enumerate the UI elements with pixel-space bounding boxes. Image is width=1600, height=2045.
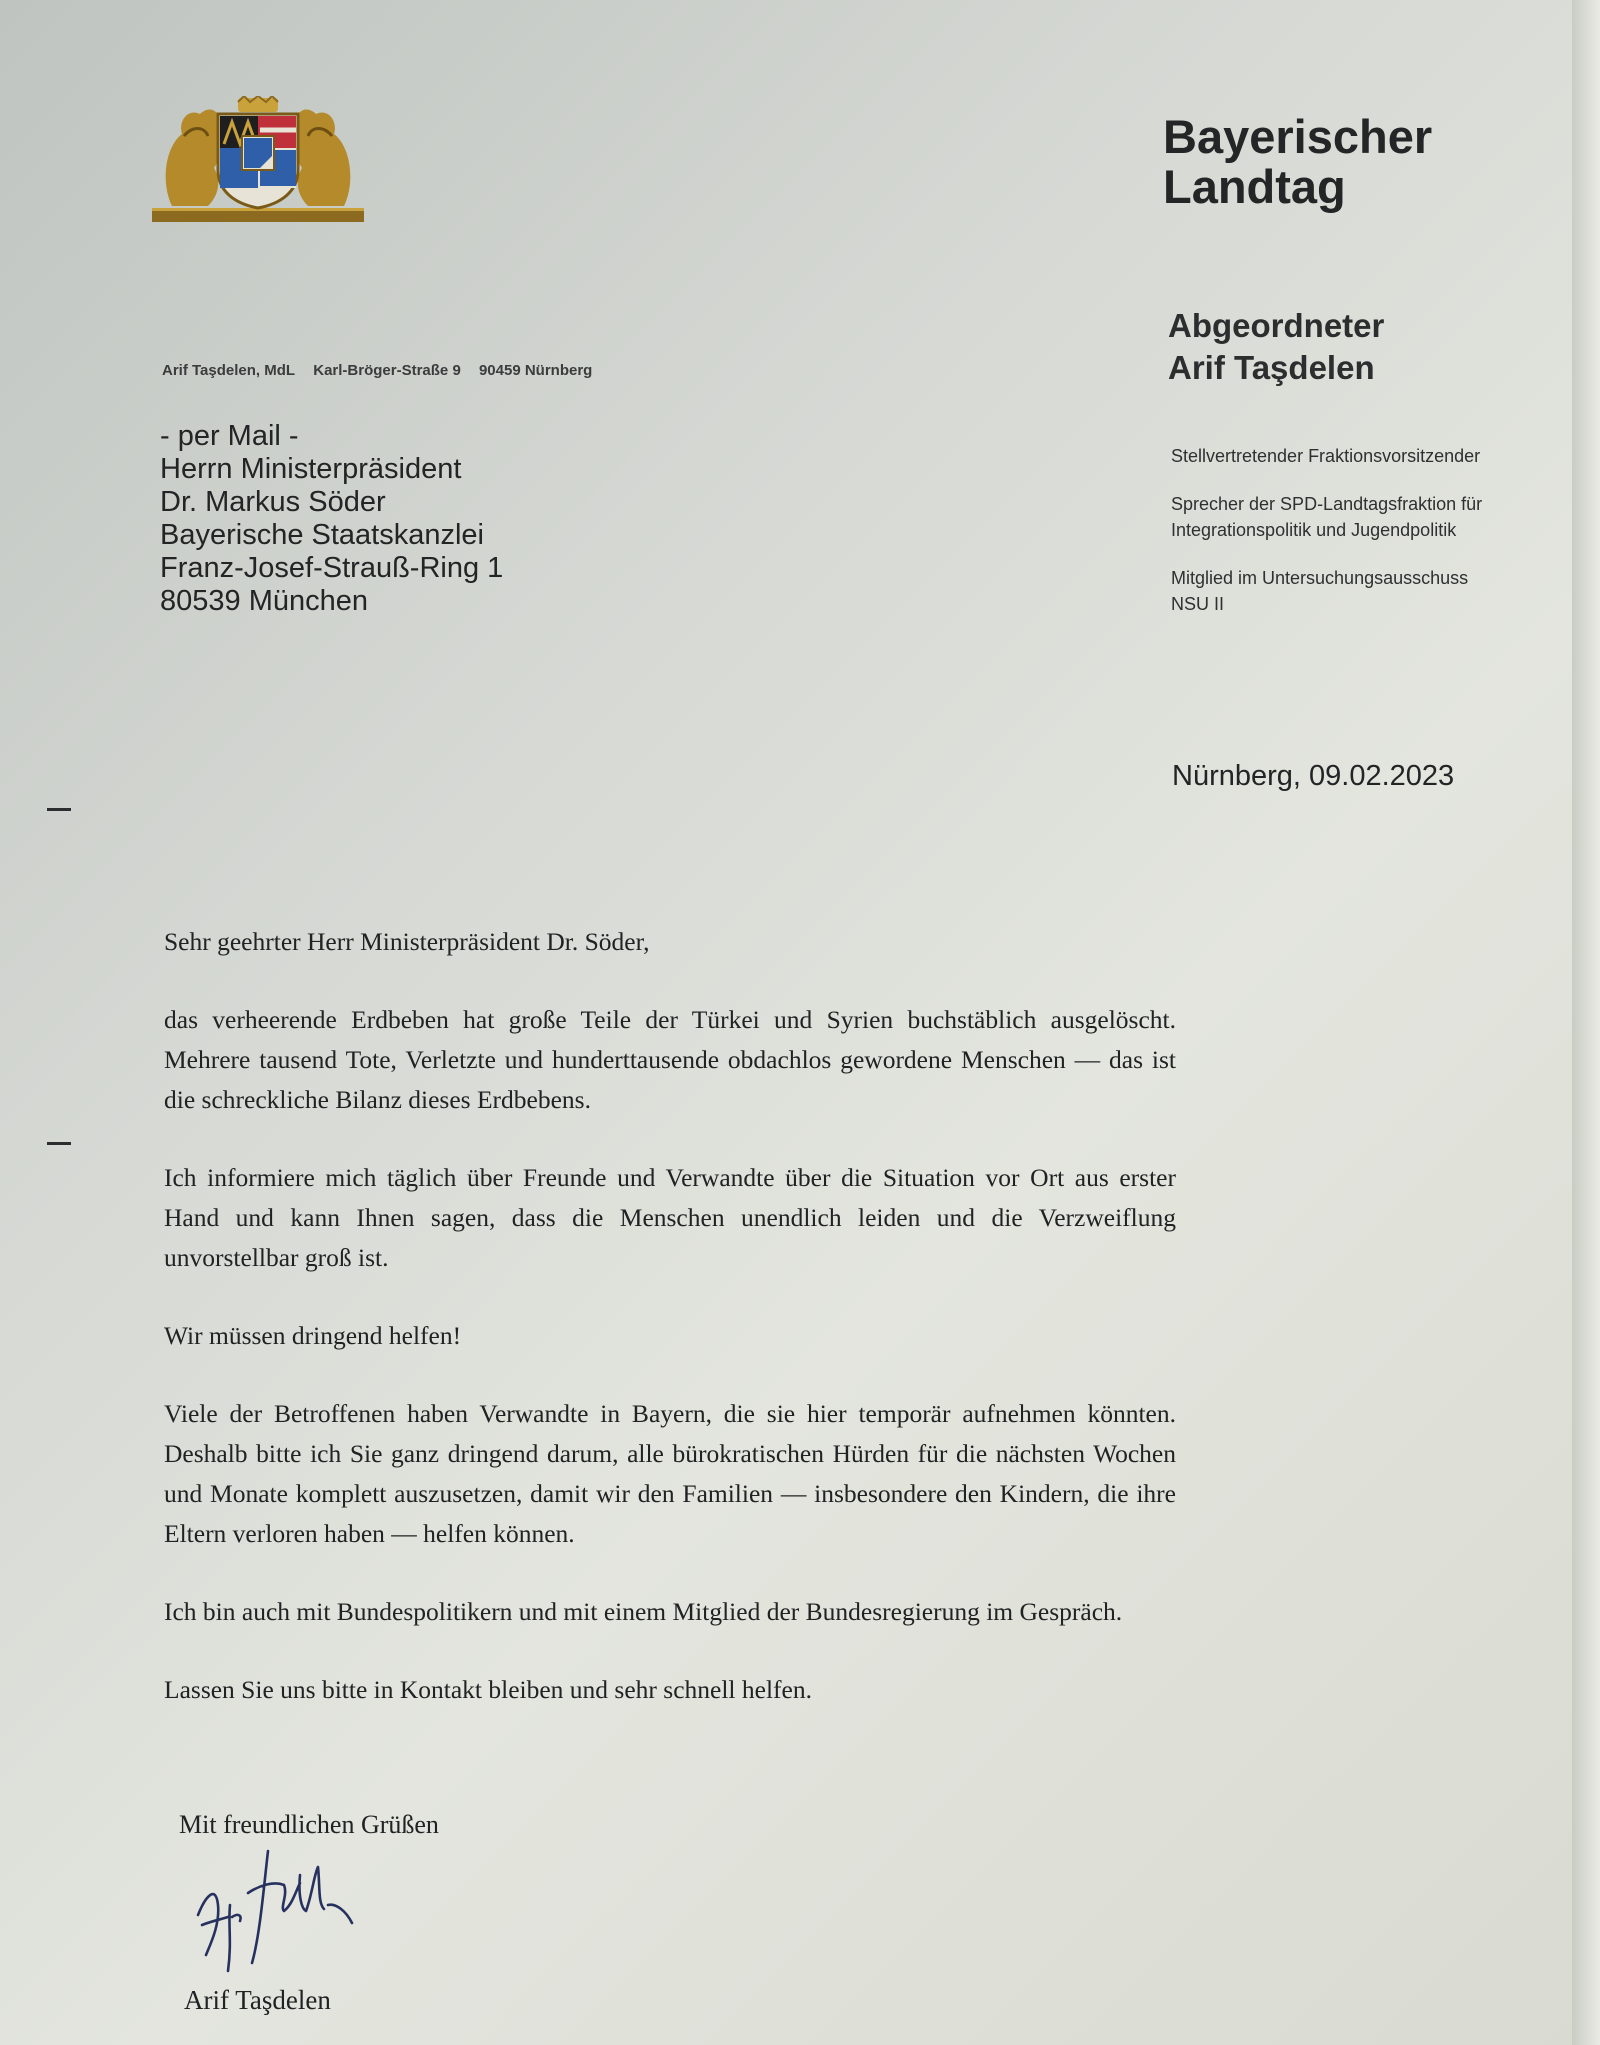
sender-name: Arif Taşdelen, MdL (162, 362, 296, 379)
recipient-line: Dr. Markus Söder (160, 486, 386, 518)
member-heading (1168, 305, 1384, 389)
paper-edge (1572, 0, 1600, 2045)
institution-line-2: Landtag (1163, 160, 1346, 213)
letter-date: Nürnberg, 09.02.2023 (1172, 760, 1455, 792)
role-text: Mitglied im Untersuchungsausschuss (1171, 568, 1469, 588)
role-deputy-chair (1171, 443, 1571, 469)
body-paragraph: Wir müssen dringend helfen! (164, 1321, 462, 1350)
role-committee (1171, 565, 1571, 617)
role-text: Integrationspolitik und Jugendpolitik (1171, 520, 1457, 540)
sender-return-line (162, 362, 606, 379)
fold-mark (47, 1142, 71, 1145)
institution-name (1163, 112, 1432, 212)
role-text: Sprecher der SPD-Landtagsfraktion für (1171, 494, 1483, 514)
recipient-address (160, 420, 503, 618)
role-text: NSU II (1171, 594, 1225, 614)
member-title: Abgeordneter (1168, 307, 1385, 344)
salutation: Sehr geehrter Herr Ministerpräsident Dr. Söder, (164, 927, 650, 956)
body-paragraph: das verheerende Erdbeben hat große Teile der Türkei und Syrien buchstäblich ausgelöscht. Mehrere tausend Tote, Verletzte und hunderttausende obdachlos gewordene Menschen — das ist die schreckliche Bilanz dieses Erdbebens. (164, 1005, 1176, 1114)
role-text: Stellvertretender Fraktionsvorsitzender (1171, 446, 1481, 466)
body-paragraph: Ich informiere mich täglich über Freunde und Verwandte über die Situation vor Ort aus erster Hand und kann Ihnen sagen, dass die Menschen unendlich leiden und die Verzweiflung unvorstellbar groß ist. (164, 1163, 1176, 1272)
recipient-line: Herrn Ministerpräsident (160, 453, 462, 485)
role-spokesperson (1171, 491, 1571, 543)
letter-body (164, 922, 1176, 1748)
closing-phrase: Mit freundlichen Grüßen (179, 1810, 439, 1839)
body-paragraph: Viele der Betroffenen haben Verwandte in Bayern, die sie hier temporär aufnehmen könnten. Deshalb bitte ich Sie ganz dringend darum, alle bürokratischen Hürden für die nächsten Wochen und Monate komplett auszusetzen, damit wir den Familien — insbesondere den Kindern, die ihre Eltern verloren haben — helfen können. (164, 1399, 1176, 1548)
signer-name: Arif Taşdelen (184, 1985, 331, 2015)
body-paragraph: Ich bin auch mit Bundespolitikern und mit einem Mitglied der Bundesregierung im Gespräch. (164, 1597, 1123, 1626)
sender-street: Karl-Bröger-Straße 9 (313, 362, 461, 379)
recipient-line: 80539 München (160, 585, 368, 617)
institution-line-1: Bayerischer (1163, 110, 1433, 163)
sender-city: 90459 Nürnberg (478, 362, 593, 379)
member-name: Arif Taşdelen (1168, 349, 1375, 386)
member-roles (1171, 443, 1571, 639)
bavarian-coat-of-arms-icon (152, 96, 364, 224)
recipient-line: Franz-Josef-Strauß-Ring 1 (160, 552, 504, 584)
body-paragraph: Lassen Sie uns bitte in Kontakt bleiben und sehr schnell helfen. (164, 1675, 812, 1704)
recipient-line: Bayerische Staatskanzlei (160, 519, 484, 551)
fold-mark (47, 808, 71, 811)
delivery-note: - per Mail - (160, 420, 299, 452)
handwritten-signature-icon (188, 1845, 358, 1975)
